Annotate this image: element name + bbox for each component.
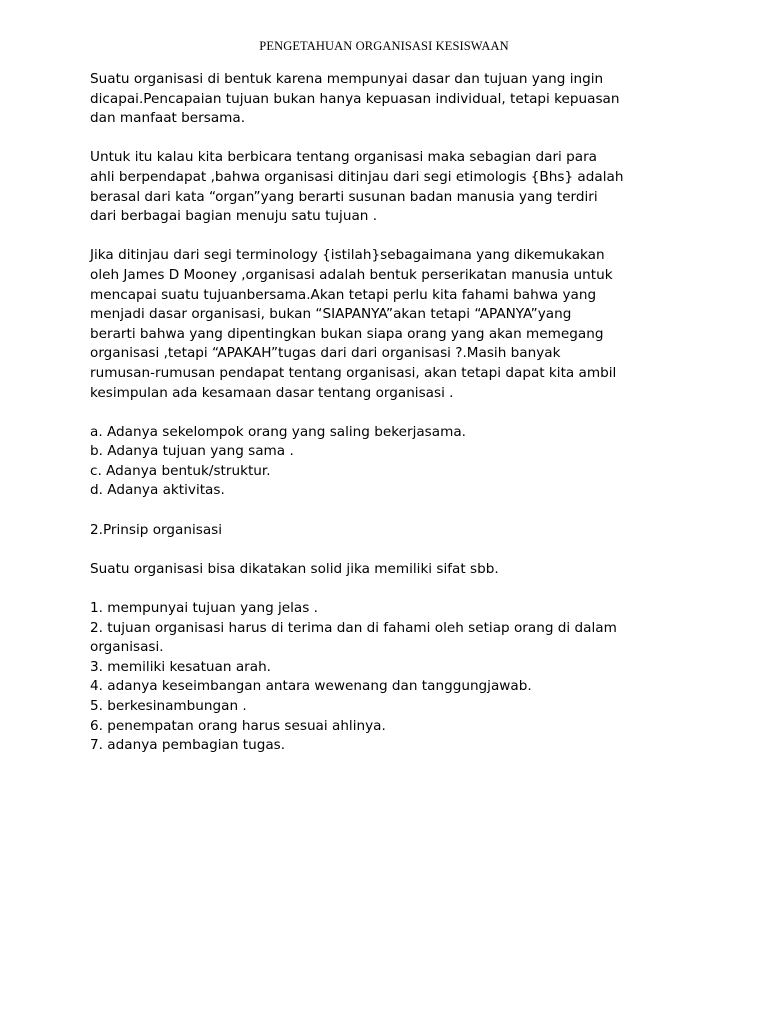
paragraph-3-line: rumusan-rumusan pendapat tentang organisasi, akan tetapi dapat kita ambil [90,364,617,381]
list-item: 3. memiliki kesatuan arah. [90,658,271,675]
paragraph-gap [90,403,750,423]
paragraph-3-line: Jika ditinjau dari segi terminology {istilah}sebagaimana yang dikemukakan [90,247,605,264]
paragraph-2-line: Untuk itu kalau kita berbicara tentang organisasi maka sebagian dari para [90,149,598,166]
list-item: organisasi. [90,639,164,656]
section-heading: 2.Prinsip organisasi [90,521,223,538]
paragraph-gap [90,579,750,599]
list-item: 7. adanya pembagian tugas. [90,737,286,754]
paragraph-1-line: dan manfaat bersama. [90,110,246,127]
paragraph-gap [90,129,750,149]
list-item: a. Adanya sekelompok orang yang saling bekerjasama. [90,423,466,440]
list-item: c. Adanya bentuk/struktur. [90,462,271,479]
document-title: PENGETAHUAN ORGANISASI KESISWAAN [259,39,509,53]
paragraph-3-line: kesimpulan ada kesamaan dasar tentang organisasi . [90,384,454,401]
paragraph-3-line: organisasi ,tetapi “APAKAH”tugas dari dari organisasi ?.Masih banyak [90,345,561,362]
paragraph-2-line: ahli berpendapat ,bahwa organisasi ditinjau dari segi etimologis {Bhs} adalah [90,168,624,185]
paragraph-2-line: berasal dari kata “organ”yang berarti susunan badan manusia yang terdiri [90,188,598,205]
list-item: 6. penempatan orang harus sesuai ahlinya. [90,717,386,734]
list-item: b. Adanya tujuan yang sama . [90,443,294,460]
section-intro: Suatu organisasi bisa dikatakan solid jika memiliki sifat sbb. [90,560,499,577]
list-item: d. Adanya aktivitas. [90,482,225,499]
paragraph-3-line: oleh James D Mooney ,organisasi adalah bentuk perserikatan manusia untuk [90,266,613,283]
paragraph-2-line: dari berbagai bagian menuju satu tujuan . [90,208,378,225]
paragraph-3-line: menjadi dasar organisasi, bukan “SIAPANYA”akan tetapi “APANYA”yang [90,306,572,323]
paragraph-3-line: mencapai suatu tujuanbersama.Akan tetapi perlu kita fahami bahwa yang [90,286,597,303]
document-body [90,70,750,756]
paragraph-gap [90,501,750,521]
list-item: 1. mempunyai tujuan yang jelas . [90,600,318,617]
paragraph-1-line: dicapai.Pencapaian tujuan bukan hanya kepuasan individual, tetapi kepuasan [90,90,620,107]
list-item: 4. adanya keseimbangan antara wewenang dan tanggungjawab. [90,678,532,695]
paragraph-gap [90,227,750,247]
paragraph-1-line: Suatu organisasi di bentuk karena mempunyai dasar dan tujuan yang ingin [90,71,604,87]
list-item: 5. berkesinambungan . [90,698,247,714]
list-item: 2. tujuan organisasi harus di terima dan di fahami oleh setiap orang di dalam [90,619,617,636]
paragraph-3-line: berarti bahwa yang dipentingkan bukan siapa orang yang akan memegang [90,325,604,342]
paragraph-gap [90,540,750,560]
